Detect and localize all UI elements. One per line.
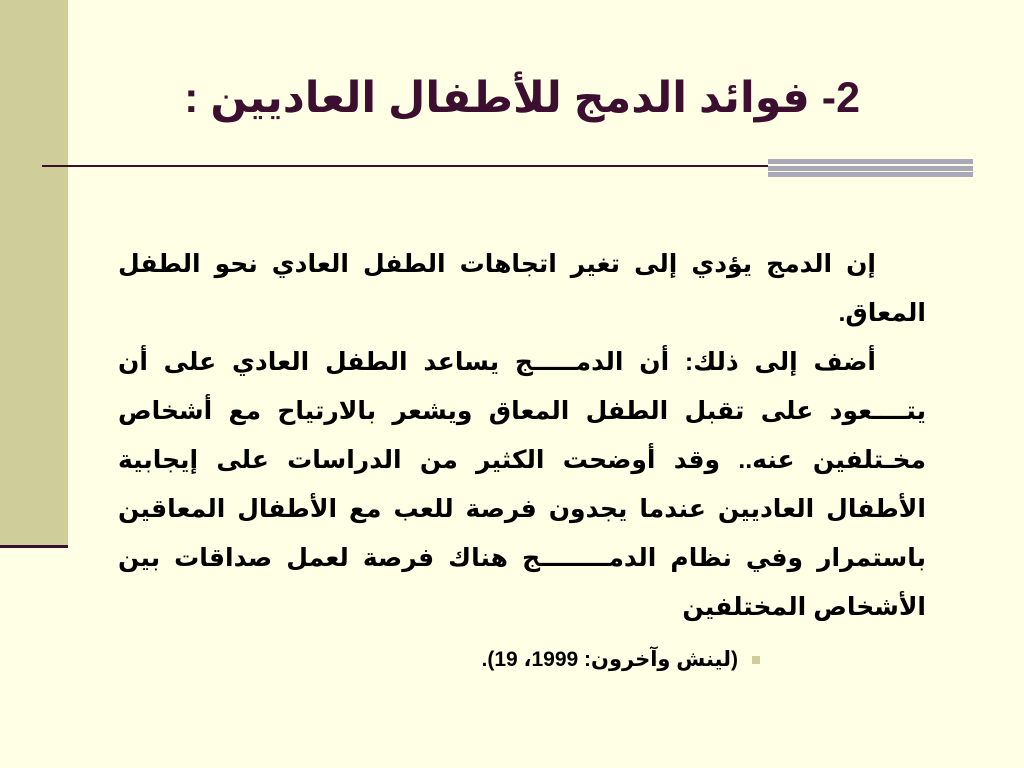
citation-text: (لينش وآخرون: 1999، 19). — [481, 648, 738, 671]
slide-body — [118, 240, 926, 632]
slide-title: 2- فوائد الدمج للأطفال العاديين : — [184, 74, 860, 122]
left-decor-bar — [0, 0, 68, 548]
citation-item — [300, 640, 760, 680]
square-bullet-icon — [752, 656, 760, 664]
paragraph-1: إن الدمج يؤدي إلى تغير اتجاهات الطفل العادي نحو الطفل المعاق. — [118, 250, 926, 327]
left-decor-underline — [0, 545, 68, 548]
title-divider — [42, 165, 772, 167]
title-accent-bars — [768, 159, 973, 177]
paragraph-2: أضف إلى ذلك: أن الدمـــــج يساعد الطفل العادي على أن يتــــعود على تقبل الطفل المعاق ويشعر بالارتياح مع أشخاص مخـتلفين عنه.. وقد أوضحت الكثير من الدراسات على إيجابية الأطفال العاديين عندما يجدون فرصة للعب مع الأطفال المعاقين باستمرار وفي نظام الدمــــــــج هناك فرصة لعمل صداقات بين الأشخاص المختلفين — [118, 348, 926, 621]
